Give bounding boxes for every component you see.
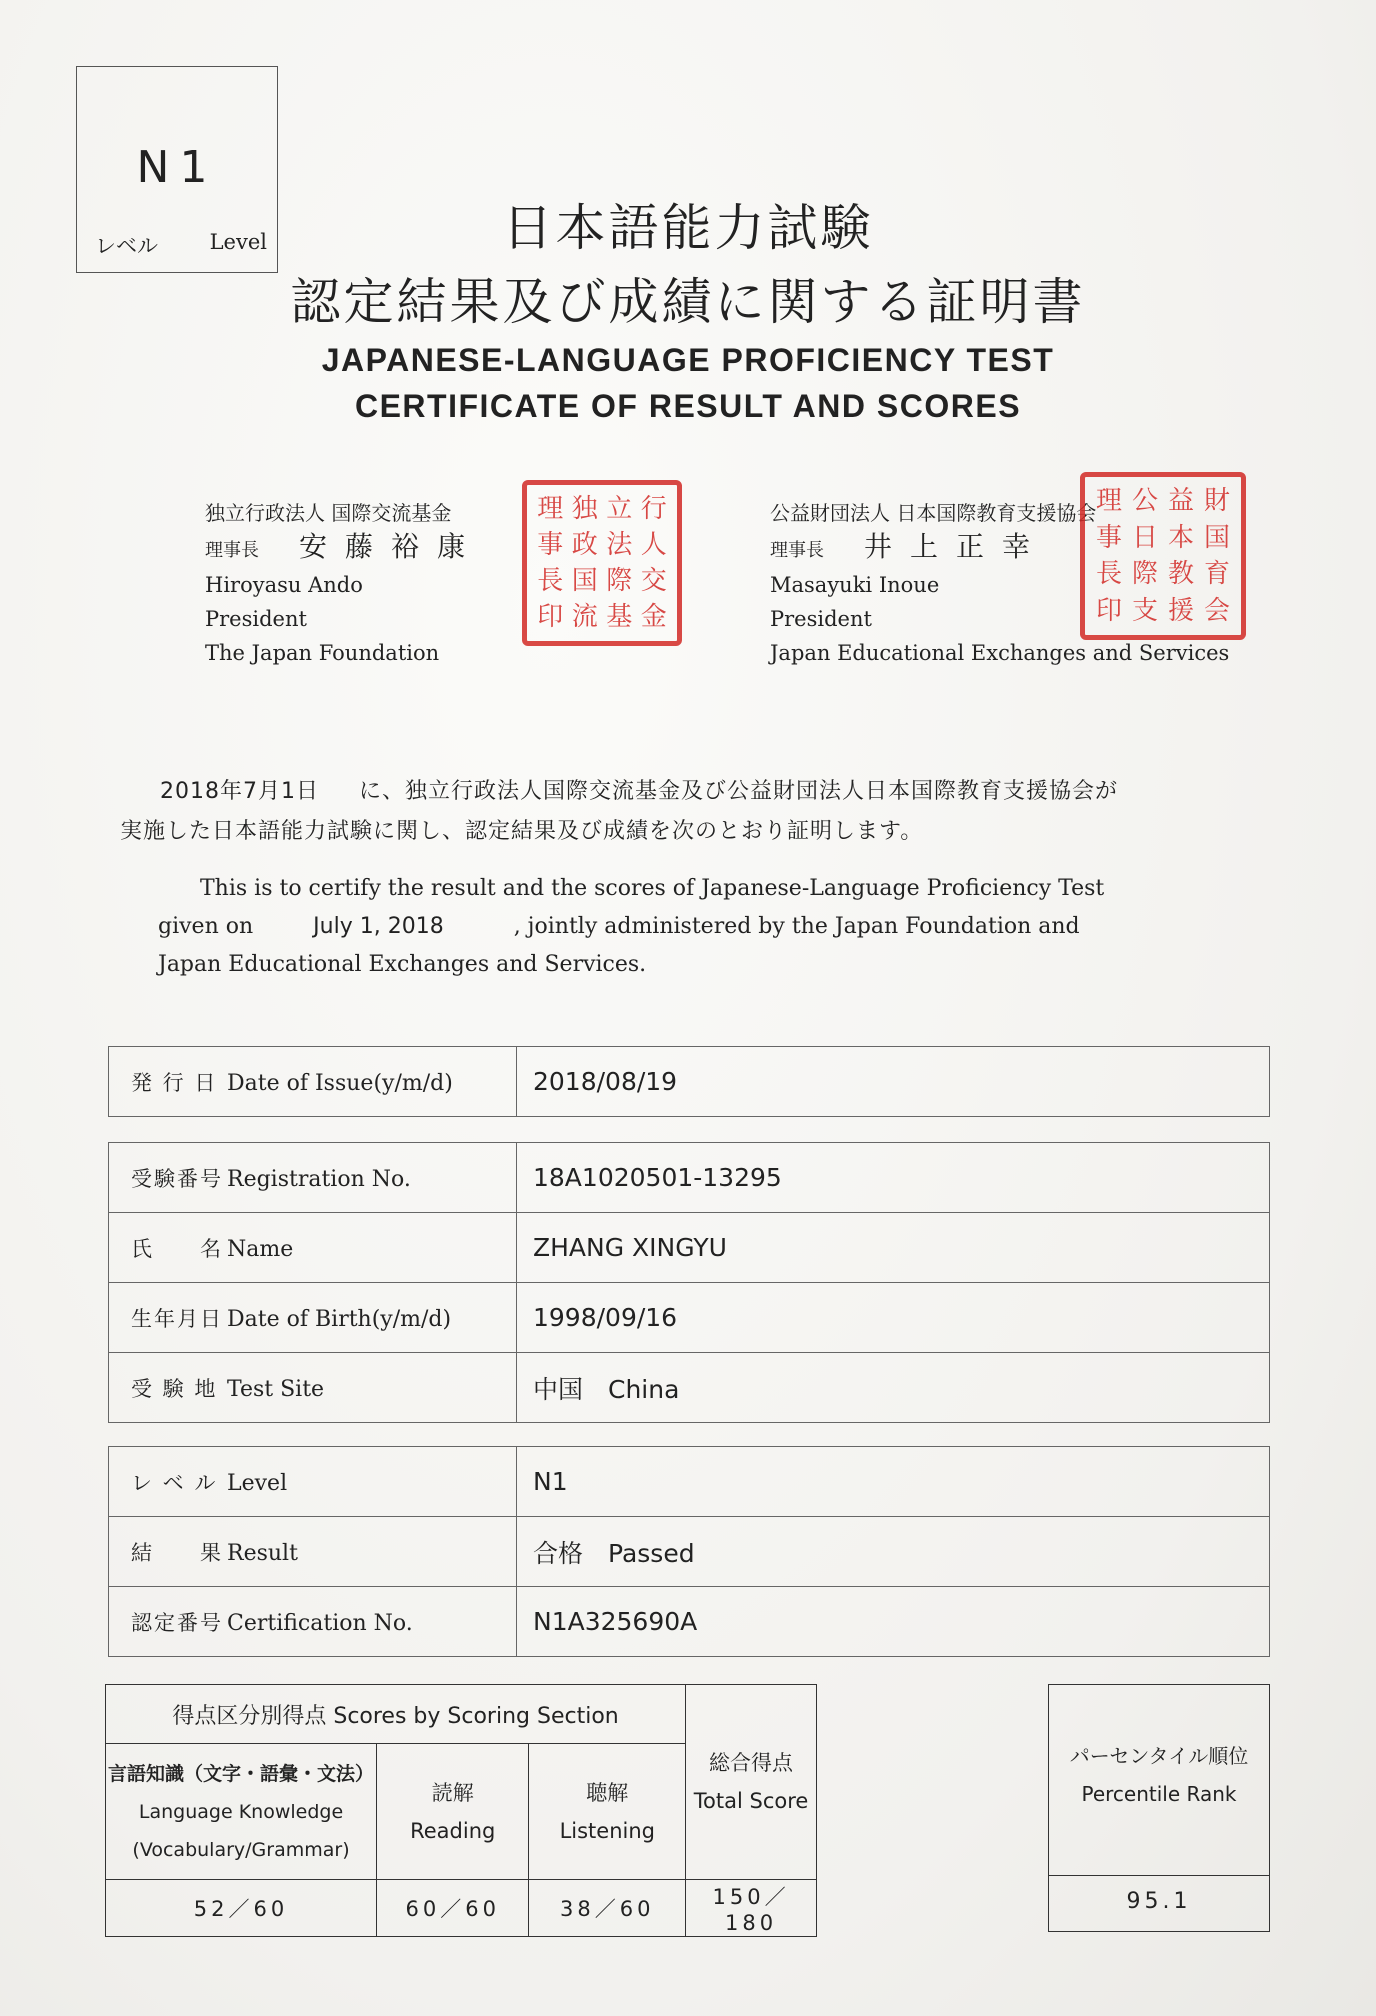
table-row [109, 1587, 1270, 1657]
signatory-1 [205, 496, 483, 670]
row-label-jp: 受 験 地 [131, 1376, 218, 1401]
table-row [109, 1047, 1270, 1117]
reading-score: 60／60 [377, 1880, 529, 1937]
section-en: Listening [559, 1818, 655, 1843]
row-label-en: Registration No. [227, 1166, 411, 1192]
section-jp: 聴解 [586, 1780, 629, 1805]
title-en-line2: CERTIFICATE OF RESULT AND SCORES [354, 388, 1022, 424]
statement-jp-rest1: に、独立行政法人国際交流基金及び公益財団法人日本国際教育支援協会が [358, 779, 1118, 804]
issue-label-en: Date of Issue(y/m/d) [227, 1070, 453, 1096]
row-label-en: Name [227, 1236, 294, 1262]
name-value: ZHANG XINGYU [517, 1213, 1270, 1283]
section-en-sub: (Vocabulary/Grammar) [132, 1838, 350, 1861]
row-label-jp: 氏 名 [131, 1236, 223, 1261]
percentile-en: Percentile Rank [1081, 1782, 1237, 1806]
row-label-en: Certification No. [227, 1610, 413, 1636]
sig2-org-jp: 公益財団法人 日本国際教育支援協会 [770, 501, 1097, 525]
issue-table [108, 1046, 1270, 1117]
sig1-org-jp: 独立行政法人 国際交流基金 [205, 501, 452, 525]
scores-header: 得点区分別得点 Scores by Scoring Section [106, 1685, 686, 1744]
percentile-value: 95.1 [1126, 1889, 1192, 1914]
percentile-jp: パーセンタイル順位 [1069, 1744, 1249, 1768]
title-en-line1: JAPANESE-LANGUAGE PROFICIENCY TEST [321, 342, 1055, 378]
row-label-en: Date of Birth(y/m/d) [227, 1306, 452, 1332]
sig1-name-jp: 安藤裕康 [299, 530, 484, 563]
total-score-value: 150／180 [686, 1880, 817, 1937]
row-label-jp: 受験番号 [131, 1166, 223, 1191]
lang-knowledge-header [106, 1744, 377, 1880]
result-table [108, 1446, 1270, 1657]
level-box-label-en: Level [209, 230, 267, 254]
dob-value: 1998/09/16 [517, 1283, 1270, 1353]
sig2-role-jp: 理事長 [770, 540, 824, 561]
section-en: Reading [410, 1818, 496, 1843]
result-value: 合格 Passed [517, 1517, 1270, 1587]
seal-jees: 理 公 益 財 事 日 本 国 長 際 教 育 印 支 援 会 [1080, 472, 1246, 640]
test-site-value: 中国 China [517, 1353, 1270, 1423]
statement-en-line1: This is to certify the result and the scores of Japanese-Language Proficiency Test [200, 876, 1105, 901]
total-score-en: Total Score [693, 1789, 809, 1813]
table-row [109, 1353, 1270, 1423]
row-label-en: Result [227, 1540, 298, 1566]
total-score-jp: 総合得点 [709, 1751, 794, 1775]
sig1-name-en: Hiroyasu Ando [205, 573, 363, 597]
table-row [109, 1517, 1270, 1587]
issue-value: 2018/08/19 [517, 1047, 1270, 1117]
row-label-en: Test Site [227, 1376, 325, 1402]
scores-table [105, 1684, 817, 1937]
table-row [109, 1283, 1270, 1353]
table-row [109, 1447, 1270, 1517]
level-box-label-jp: レベル [95, 234, 158, 258]
title-jp-line1: 日本語能力試験 [502, 199, 874, 257]
level-box-value: N1 [136, 142, 218, 193]
sig1-org-en: The Japan Foundation [205, 641, 440, 665]
reading-header [377, 1744, 529, 1880]
total-score-header [686, 1685, 817, 1880]
sig2-role-en: President [770, 607, 872, 631]
certification-no-value: N1A325690A [517, 1587, 1270, 1657]
statement-en-rest1: , jointly administered by the Japan Foundation and [513, 914, 1080, 939]
sig2-name-en: Masayuki Inoue [770, 573, 940, 597]
statement-en [158, 870, 1238, 984]
statement-jp [120, 772, 1240, 852]
row-label-en: Level [227, 1470, 288, 1496]
listening-header [529, 1744, 686, 1880]
section-en: Language Knowledge [138, 1800, 344, 1823]
row-label-jp: 認定番号 [131, 1610, 223, 1635]
statement-en-date: July 1, 2018 [313, 914, 444, 939]
sig2-org-en: Japan Educational Exchanges and Services [770, 641, 1230, 665]
personal-table [108, 1142, 1270, 1423]
table-row [109, 1143, 1270, 1213]
title-jp-line2: 認定結果及び成績に関する証明書 [290, 273, 1086, 331]
sig1-role-jp: 理事長 [205, 540, 259, 561]
sig1-role-en: President [205, 607, 307, 631]
row-label-jp: 結 果 [131, 1540, 223, 1565]
level-value: N1 [517, 1447, 1270, 1517]
section-jp: 言語知識（文字・語彙・文法） [108, 1762, 375, 1785]
lang-knowledge-score: 52／60 [106, 1880, 377, 1937]
statement-jp-date: 2018年7月1日 [160, 779, 319, 804]
seal-japan-foundation: 理 独 立 行 事 政 法 人 長 国 際 交 印 流 基 金 [522, 480, 682, 646]
section-jp: 読解 [431, 1780, 474, 1805]
percentile-box [1048, 1684, 1270, 1932]
statement-en-given: given on [158, 914, 254, 939]
statement-jp-rest2: 実施した日本語能力試験に関し、認定結果及び成績を次のとおり証明します。 [120, 819, 924, 844]
issue-label-jp: 発 行 日 [131, 1070, 218, 1095]
sig2-name-jp: 井上正幸 [864, 530, 1049, 563]
row-label-jp: 生年月日 [131, 1306, 223, 1331]
row-label-jp: レ ベ ル [131, 1470, 218, 1495]
listening-score: 38／60 [529, 1880, 686, 1937]
table-row [109, 1213, 1270, 1283]
registration-no-value: 18A1020501-13295 [517, 1143, 1270, 1213]
statement-en-line3: Japan Educational Exchanges and Services. [158, 952, 647, 977]
